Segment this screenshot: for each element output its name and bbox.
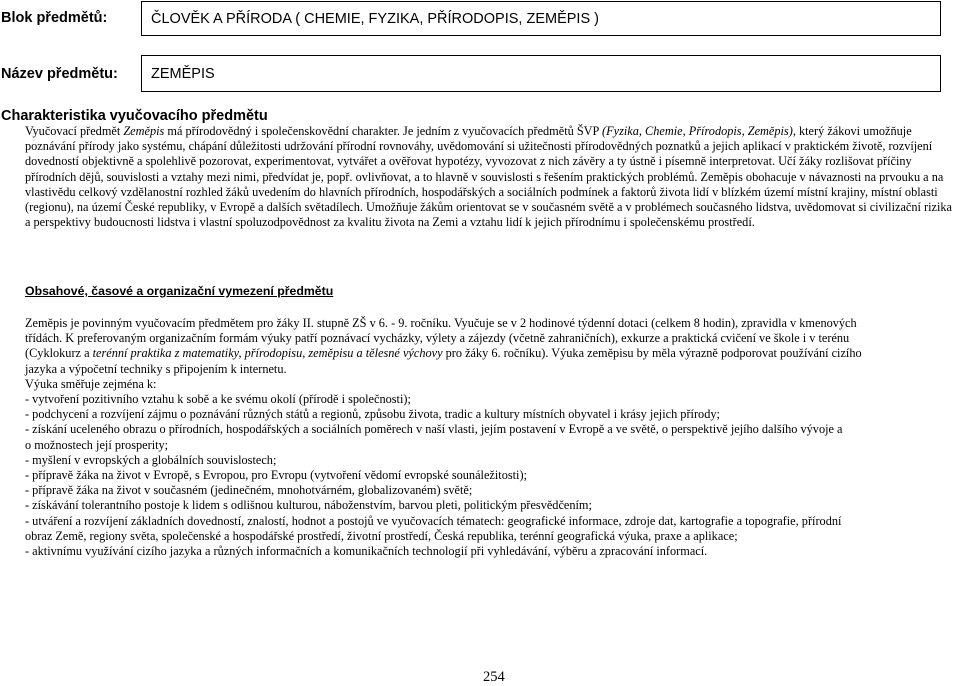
- char-text-rest: , který žákovi umožňuje poznávání přírody jako systému, chápání důležitosti udržování přírodní rovnováhy, uvědomování si užitečnosti přírodovědných poznatků a jejich aplikací v praktickém životě, rozvíjení dovedností objektivně a spolehlivě pozorovat, experimentovat, vytvářet a ověřovat hypotézy, vyvozovat z nich závěry a ty ústně i písemně interpretovat. Učí žáky rozlišovat příčiny přírodních dějů, souvislosti a vztahy mezi nimi, předvídat je, popř. ovlivňovat, a to hlavně v souvislosti s řešením praktických problémů. Zeměpis obohacuje v návaznosti na prvouku a na vlastivědu celkový vzdělanostní rozhled žáků uvedením do hlavních přírodních, hospodářských a sociálních podmínek a faktorů života lidí v blízkém území místní krajiny, místní oblasti (regionu), na území České republiky, v Evropě a dalších světadílech. Umožňuje žákům orientovat se v současném světě a v problémech současného lidstva, uvědomovat si civilizační rizika a perspektivy budoucnosti lidstva i vlastní spoluzodpovědnost za kvalitu života na Zemi a vztahu lidí k jejich přírodnímu i společenskému prostředí.: [25, 124, 952, 230]
- list-item: - získávání tolerantního postoje k lidem s odlišnou kulturou, náboženstvím, barvou pleti, politickým přesvědčením;: [25, 498, 592, 513]
- org-line-3-a: (Cyklokurz a: [25, 346, 93, 361]
- list-item: obraz Země, regiony světa, společenské a hospodářské prostředí, životní prostředí, Česká republika, terénní geografická výuka, praxe a aplikace;: [25, 528, 738, 543]
- organization-title: Obsahové, časové a organizační vymezení předmětu: [25, 284, 334, 298]
- list-item: - utváření a rozvíjení základních dovedností, znalostí, hodnot a postojů ve vyučovacích tématech: geografické informace, zdroje dat, kartografie a topografie, přírodní: [25, 513, 842, 528]
- org-line-3-italic: terénní praktika z matematiky, přírodopisu, zeměpisu a tělesné výchovy: [92, 346, 443, 361]
- list-item: - přípravě žáka na život v Evropě, s Evropou, pro Evropu (vytvoření vědomí evropské sounáležitosti);: [25, 468, 527, 483]
- characteristics-paragraph: [25, 124, 957, 230]
- org-line-2: třídách. K preferovaným organizačním formám výuky patří poznávací vycházky, výlety a zájezdy (včetně zahraničních), exkurze a praktická cvičení ve škole i v terénu: [25, 331, 850, 346]
- organization-body: [25, 316, 955, 559]
- org-line-4: jazyka a výpočetní techniky s připojením k internetu.: [25, 361, 287, 376]
- subject-value-box: [141, 55, 941, 92]
- list-item: - vytvoření pozitivního vztahu k sobě a ke svému okolí (přírodě i společnosti);: [25, 392, 411, 407]
- list-item: o možnostech její prosperity;: [25, 437, 169, 452]
- block-label: Blok předmětů:: [1, 10, 108, 26]
- block-value: ČLOVĚK A PŘÍRODA ( CHEMIE, FYZIKA, PŘÍRODOPIS, ZEMĚPIS ): [151, 10, 599, 27]
- characteristics-title: Charakteristika vyučovacího předmětu: [1, 108, 268, 124]
- char-subjects-list-italic: (Fyzika, Chemie, Přírodopis, Zeměpis): [602, 124, 793, 138]
- org-line-1: Zeměpis je povinným vyučovacím předmětem pro žáky II. stupně ZŠ v 6. - 9. ročníku. Vyučuje se v 2 hodinové týdenní dotaci (celkem 8 hodin), zpravidla v kmenových: [25, 316, 857, 330]
- char-subject-italic: Zeměpis: [123, 124, 165, 138]
- subject-value: ZEMĚPIS: [151, 65, 215, 82]
- list-item: - přípravě žáka na život v současném (jedinečném, mnohotvárném, globalizovaném) světě;: [25, 483, 473, 498]
- org-line-3-c: pro žáky 6. ročníku). Výuka zeměpisu by měla výrazně podporovat používání cizího: [442, 346, 862, 361]
- list-item: - podchycení a rozvíjení zájmu o poznávání různých států a regionů, způsobu života, tradic a kultury místních obyvatel i krásy jejich přírody;: [25, 407, 720, 422]
- list-item: - aktivnímu využívání cizího jazyka a různých informačních a komunikačních technologií při vyhledávání, výběru a zpracování informací.: [25, 544, 708, 559]
- list-item: - myšlení v evropských a globálních souvislostech;: [25, 452, 277, 467]
- block-value-box: [141, 1, 941, 36]
- org-line-5: Výuka směřuje zejména k:: [25, 376, 157, 391]
- char-text-start: Vyučovací předmět: [25, 124, 124, 138]
- list-item: - získání uceleného obrazu o přírodních, hospodářských a sociálních poměrech v naší vlasti, jejím postavení v Evropě a ve světě, o perspektivě jejího dalšího vývoje a: [25, 422, 843, 437]
- org-line-3: [25, 346, 955, 361]
- page-number: 254: [483, 669, 505, 685]
- subject-label: Název předmětu:: [1, 66, 118, 82]
- char-text-mid: má přírodovědný i společenskovědní charakter. Je jedním z vyučovacích předmětů ŠVP: [164, 124, 603, 138]
